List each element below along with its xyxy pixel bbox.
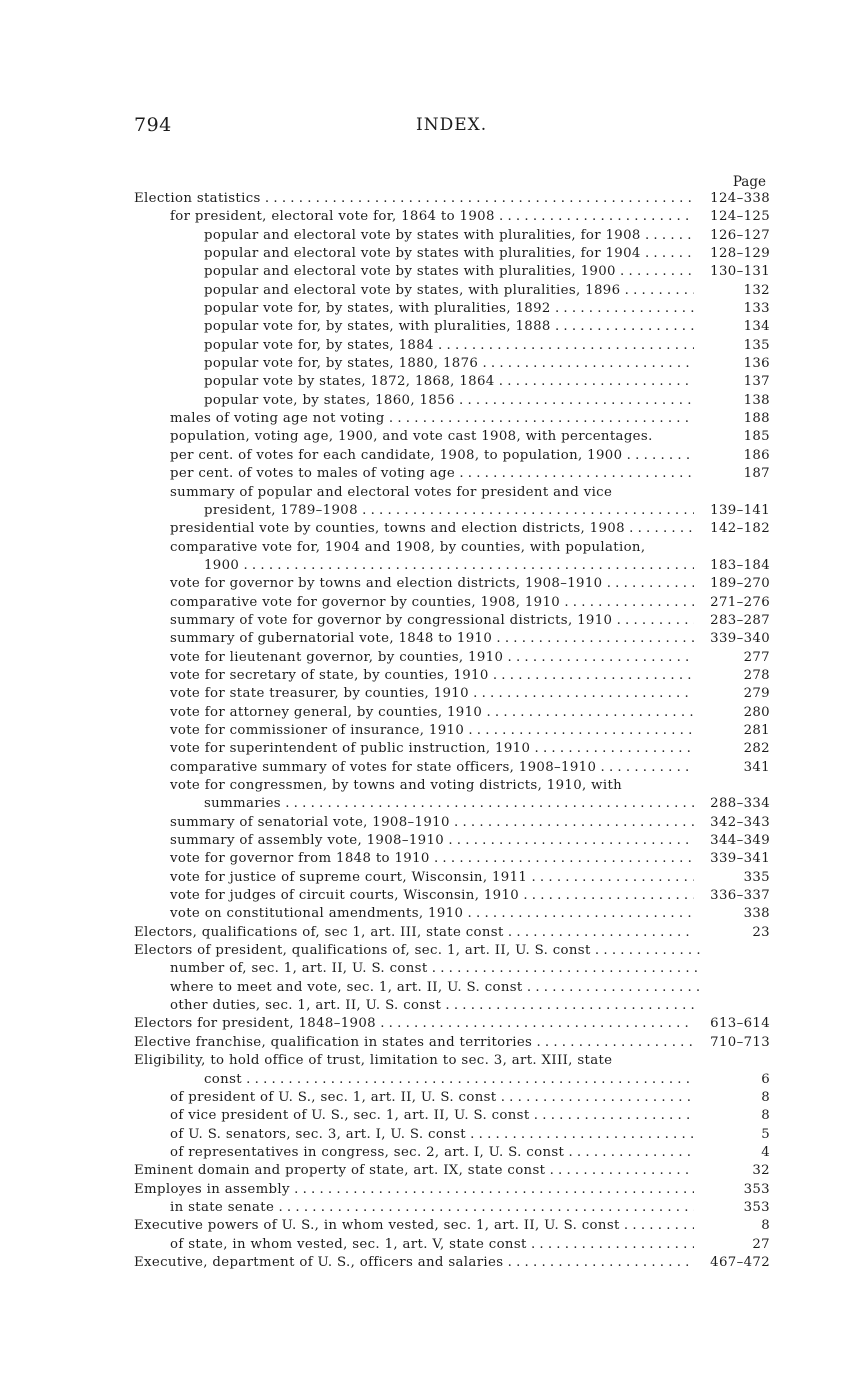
index-entry-text	[134, 997, 700, 1015]
dot-leader	[612, 613, 694, 628]
dot-leader	[385, 411, 694, 426]
entry-page-reference: 186	[743, 447, 770, 463]
entry-label: Electors of president, qualifications of, sec. 1, art. II, U. S. const	[134, 943, 591, 959]
index-entry-text	[134, 850, 694, 868]
entry-page-reference: 128–129	[710, 246, 770, 262]
dot-leader	[616, 264, 694, 279]
entry-label: of U. S. senators, sec. 3, art. I, U. S. const	[170, 1126, 466, 1142]
entry-page-reference: 341	[743, 759, 770, 775]
index-entry	[134, 979, 770, 997]
entry-label: popular vote for, by states, 1880, 1876	[204, 356, 479, 372]
entry-label: vote for attorney general, by counties, 1910	[170, 704, 483, 720]
index-entry-text	[134, 245, 694, 263]
index-entry	[134, 1034, 770, 1052]
index-entry-text	[134, 942, 700, 960]
entry-page-reference: 27	[752, 1236, 770, 1252]
entry-label: popular and electoral vote by states, with pluralities, 1896	[204, 282, 621, 298]
index-entry-text	[134, 520, 694, 538]
entry-page-reference: 187	[743, 466, 770, 482]
index-entry-text	[134, 704, 694, 722]
index-entry-text	[134, 979, 700, 997]
entry-page-reference: 136	[743, 356, 770, 372]
index-entry	[134, 612, 770, 630]
dot-leader	[274, 1200, 694, 1215]
entry-page-reference: 6	[761, 1071, 770, 1087]
dot-leader	[560, 595, 694, 610]
dot-leader	[625, 521, 694, 536]
dot-leader	[463, 906, 694, 921]
entry-page-reference: 189–270	[710, 576, 770, 592]
index-entry	[134, 428, 770, 446]
dot-leader	[358, 503, 694, 518]
dot-leader	[444, 833, 694, 848]
entry-page-reference: 342–343	[710, 814, 770, 830]
entry-label: vote for secretary of state, by counties, 1910	[170, 667, 489, 683]
index-entry-text	[134, 318, 694, 336]
index-entry-text	[134, 300, 694, 318]
dot-leader	[441, 998, 700, 1013]
dot-leader	[489, 668, 694, 683]
entry-label: vote for justice of supreme court, Wisconsin, 1911	[170, 869, 528, 885]
index-entry-list	[134, 190, 770, 1272]
entry-page-reference: 335	[743, 869, 770, 885]
entry-page-reference: 130–131	[710, 264, 770, 280]
dot-leader	[622, 448, 694, 463]
entry-label: popular and electoral vote by states with pluralities, for 1908	[204, 227, 641, 243]
dot-leader	[464, 723, 694, 738]
entry-label: Electors for president, 1848–1908	[134, 1016, 376, 1032]
dot-leader	[602, 576, 694, 591]
index-entry	[134, 300, 770, 318]
index-entry	[134, 869, 770, 887]
index-entry-text	[134, 227, 694, 245]
entry-page-reference: 137	[743, 374, 770, 390]
entry-label: popular vote, by states, 1860, 1856	[204, 392, 455, 408]
page-header	[134, 114, 770, 144]
index-entry	[134, 373, 770, 391]
index-entry-text	[134, 1162, 694, 1180]
index-entry-text	[134, 539, 700, 557]
entry-label: popular vote for, by states, 1884	[204, 337, 434, 353]
index-entry	[134, 245, 770, 263]
entry-page-reference: 8	[761, 1108, 770, 1124]
entry-label: where to meet and vote, sec. 1, art. II, U. S. const	[170, 979, 523, 995]
dot-leader	[504, 925, 694, 940]
entry-page-reference: 4	[761, 1144, 770, 1160]
index-entry	[134, 1052, 770, 1070]
index-entry-text	[134, 759, 694, 777]
entry-label: Elective franchise, qualification in states and territories	[134, 1034, 533, 1050]
index-entry	[134, 1162, 770, 1180]
index-entry	[134, 227, 770, 245]
index-entry	[134, 960, 770, 978]
index-entry	[134, 502, 770, 520]
dot-leader	[428, 961, 700, 976]
entry-label: vote for governor from 1848 to 1910	[170, 851, 430, 867]
entry-page-reference: 183–184	[710, 557, 770, 573]
index-entry-text	[134, 722, 694, 740]
running-title: INDEX.	[416, 115, 488, 135]
index-entry-text	[134, 428, 700, 446]
entry-page-reference: 353	[743, 1199, 770, 1215]
index-entry	[134, 1181, 770, 1199]
entry-label: popular vote by states, 1872, 1868, 1864	[204, 374, 495, 390]
index-entry	[134, 1015, 770, 1033]
index-entry	[134, 282, 770, 300]
entry-label: of state, in whom vested, sec. 1, art. V, state const	[170, 1236, 527, 1252]
entry-label: Executive powers of U. S., in whom vested, sec. 1, art. II, U. S. const	[134, 1218, 620, 1234]
entry-label: Employes in assembly	[134, 1181, 290, 1197]
dot-leader	[430, 851, 694, 866]
entry-label: Election statistics	[134, 191, 261, 206]
entry-page-reference: 142–182	[710, 521, 770, 537]
entry-page-reference: 282	[743, 741, 770, 757]
entry-label: vote on constitutional amendments, 1910	[170, 906, 464, 922]
dot-leader	[551, 301, 694, 316]
dot-leader	[591, 943, 700, 958]
index-entry-text	[134, 282, 694, 300]
dot-leader	[482, 705, 694, 720]
index-entry-text	[134, 869, 694, 887]
entry-label: summary of senatorial vote, 1908–1910	[170, 814, 450, 830]
index-entry	[134, 263, 770, 281]
entry-page-reference: 188	[743, 411, 770, 427]
index-entry-text	[134, 1144, 694, 1162]
index-entry-text	[134, 649, 694, 667]
index-entry-text	[134, 575, 694, 593]
entry-label: Eminent domain and property of state, art. IX, state const	[134, 1163, 546, 1179]
index-entry	[134, 1126, 770, 1144]
entry-page-reference: 8	[761, 1089, 770, 1105]
entry-label: comparative summary of votes for state officers, 1908–1910	[170, 759, 597, 775]
entry-label: summary of assembly vote, 1908–1910	[170, 833, 445, 849]
dot-leader	[455, 393, 694, 408]
entry-label: const	[204, 1071, 242, 1087]
dot-leader	[495, 209, 694, 224]
index-entry	[134, 575, 770, 593]
dot-leader	[281, 796, 694, 811]
entry-label: comparative vote for governor by counties, 1908, 1910	[170, 594, 561, 610]
index-entry	[134, 208, 770, 226]
page-number: 794	[134, 114, 172, 136]
index-entry-text	[134, 208, 694, 226]
index-entry	[134, 832, 770, 850]
entry-page-reference: 283–287	[710, 612, 770, 628]
entry-page-reference: 281	[743, 722, 770, 738]
entry-label: summary of popular and electoral votes for president and vice	[170, 484, 613, 500]
index-entry-text	[134, 1199, 694, 1217]
dot-leader	[545, 1163, 694, 1178]
index-entry	[134, 355, 770, 373]
dot-leader	[503, 1255, 694, 1270]
entry-label: 1900	[204, 557, 240, 573]
index-entry	[134, 539, 770, 557]
index-entry-text	[134, 447, 694, 465]
index-entry-text	[134, 960, 700, 978]
index-entry-text	[134, 1126, 694, 1144]
index-entry-text	[134, 1052, 700, 1070]
index-entry	[134, 1107, 770, 1125]
entry-label: in state senate	[170, 1199, 275, 1215]
index-entry	[134, 447, 770, 465]
index-entry	[134, 1199, 770, 1217]
index-entry-text	[134, 1015, 694, 1033]
index-entry	[134, 649, 770, 667]
entry-page-reference: 280	[743, 704, 770, 720]
entry-page-reference: 271–276	[710, 594, 770, 610]
entry-label: popular and electoral vote by states with pluralities, 1900	[204, 264, 616, 280]
entry-page-reference: 344–349	[710, 833, 770, 849]
entry-page-reference: 8	[761, 1218, 770, 1234]
dot-leader	[620, 283, 694, 298]
entry-page-reference: 613–614	[710, 1016, 770, 1032]
index-entry-text	[134, 1071, 694, 1089]
dot-leader	[290, 1182, 694, 1197]
index-entry	[134, 1217, 770, 1235]
index-entry-text	[134, 740, 694, 758]
index-entry-text	[134, 667, 694, 685]
entry-label: for president, electoral vote for, 1864 to 1908	[170, 209, 495, 225]
dot-leader	[495, 374, 694, 389]
entry-label: vote for governor by towns and election districts, 1908–1910	[170, 576, 603, 592]
dot-leader	[527, 1237, 694, 1252]
index-entry	[134, 740, 770, 758]
index-entry-text	[134, 392, 694, 410]
index-entry-text	[134, 1181, 694, 1199]
index-entry-text	[134, 777, 700, 795]
index-entry-text	[134, 630, 694, 648]
index-entry	[134, 704, 770, 722]
entry-page-reference: 467–472	[710, 1254, 770, 1270]
index-entry-text	[134, 1217, 694, 1235]
index-entry-text	[134, 814, 694, 832]
dot-leader	[503, 650, 694, 665]
entry-page-reference: 23	[752, 924, 770, 940]
entry-label: popular vote for, by states, with pluralities, 1892	[204, 301, 551, 317]
index-entry-text	[134, 355, 694, 373]
index-entry	[134, 1089, 770, 1107]
dot-leader	[527, 870, 694, 885]
entry-label: popular vote for, by states, with pluralities, 1888	[204, 319, 551, 335]
entry-label: per cent. of votes for each candidate, 1908, to population, 1900	[170, 447, 623, 463]
index-entry-text	[134, 1034, 694, 1052]
entry-label: summary of gubernatorial vote, 1848 to 1910	[170, 631, 493, 647]
entry-page-reference: 353	[743, 1181, 770, 1197]
index-entry-text	[134, 685, 694, 703]
index-entry	[134, 924, 770, 942]
dot-leader	[455, 466, 694, 481]
index-entry	[134, 594, 770, 612]
dot-leader	[376, 1016, 694, 1031]
index-entry	[134, 1236, 770, 1254]
entry-page-reference: 185	[743, 429, 770, 445]
index-entry-text	[134, 190, 694, 208]
entry-label: of representatives in congress, sec. 2, art. I, U. S. const	[170, 1144, 565, 1160]
entry-label: vote for state treasurer, by counties, 1910	[170, 686, 469, 702]
index-entry-text	[134, 887, 694, 905]
index-entry	[134, 722, 770, 740]
entry-page-reference: 134	[743, 319, 770, 335]
entry-label: vote for commissioner of insurance, 1910	[170, 722, 465, 738]
entry-label: of president of U. S., sec. 1, art. II, U. S. const	[170, 1089, 497, 1105]
dot-leader	[434, 338, 694, 353]
index-entry	[134, 795, 770, 813]
index-entry	[134, 337, 770, 355]
dot-leader	[641, 246, 694, 261]
entry-page-reference: 126–127	[710, 227, 770, 243]
dot-leader	[641, 228, 694, 243]
dot-leader	[532, 1035, 694, 1050]
index-entry-text	[134, 337, 694, 355]
dot-leader	[523, 980, 700, 995]
dot-leader	[469, 686, 694, 701]
entry-page-reference: 124–338	[710, 191, 770, 206]
index-entry-text	[134, 832, 694, 850]
dot-leader	[239, 558, 694, 573]
index-entry-text	[134, 594, 694, 612]
dot-leader	[530, 1108, 694, 1123]
index-entry-text	[134, 924, 694, 942]
dot-leader	[450, 815, 694, 830]
index-entry	[134, 1254, 770, 1272]
entry-page-reference: 339–340	[710, 631, 770, 647]
index-entry	[134, 997, 770, 1015]
index-entry	[134, 685, 770, 703]
index-entry	[134, 814, 770, 832]
entry-label: number of, sec. 1, art. II, U. S. const	[170, 961, 428, 977]
index-entry	[134, 392, 770, 410]
index-entry-text	[134, 1089, 694, 1107]
entry-page-reference: 710–713	[710, 1034, 770, 1050]
entry-label: per cent. of votes to males of voting age	[170, 466, 456, 482]
dot-leader	[620, 1218, 694, 1233]
index-entry	[134, 667, 770, 685]
entry-label: popular and electoral vote by states with pluralities, for 1904	[204, 246, 641, 262]
index-entry-text	[134, 1236, 694, 1254]
index-entry	[134, 465, 770, 483]
entry-page-reference: 277	[743, 649, 770, 665]
entry-label: presidential vote by counties, towns and election districts, 1908	[170, 521, 625, 537]
entry-label: males of voting age not voting	[170, 411, 385, 427]
dot-leader	[242, 1072, 694, 1087]
index-entry-text	[134, 612, 694, 630]
index-entry-text	[134, 373, 694, 391]
index-entry	[134, 850, 770, 868]
index-entry	[134, 1071, 770, 1089]
entry-label: Eligibility, to hold office of trust, limitation to sec. 3, art. XIII, state	[134, 1053, 613, 1069]
index-entry	[134, 1144, 770, 1162]
index-entry-text	[134, 410, 694, 428]
index-entry	[134, 630, 770, 648]
index-entry	[134, 410, 770, 428]
entry-page-reference: 336–337	[710, 888, 770, 904]
entry-label: comparative vote for, 1904 and 1908, by counties, with population,	[170, 539, 646, 555]
index-entry-text	[134, 484, 700, 502]
entry-page-reference: 32	[752, 1163, 770, 1179]
dot-leader	[551, 319, 694, 334]
entry-label: summaries	[204, 796, 281, 812]
entry-label: vote for lieutenant governor, by counties, 1910	[170, 649, 504, 665]
entry-label: other duties, sec. 1, art. II, U. S. const	[170, 998, 442, 1014]
entry-label: vote for superintendent of public instruction, 1910	[170, 741, 531, 757]
entry-page-reference: 279	[743, 686, 770, 702]
dot-leader	[519, 888, 694, 903]
entry-label: Executive, department of U. S., officers and salaries	[134, 1254, 504, 1270]
entry-label: population, voting age, 1900, and vote cast 1908, with percentages.	[170, 429, 653, 445]
index-entry	[134, 759, 770, 777]
dot-leader	[564, 1145, 694, 1160]
entry-label: vote for judges of circuit courts, Wisconsin, 1910	[170, 888, 520, 904]
index-entry-text	[134, 263, 694, 281]
entry-page-reference: 135	[743, 337, 770, 353]
entry-label: vote for congressmen, by towns and voting districts, 1910, with	[170, 778, 623, 793]
entry-page-reference: 338	[743, 906, 770, 922]
index-entry	[134, 905, 770, 923]
dot-leader	[530, 741, 694, 756]
entry-page-reference: 138	[743, 392, 770, 408]
entry-page-reference: 139–141	[710, 502, 770, 518]
index-entry	[134, 318, 770, 336]
index-entry-text	[134, 465, 694, 483]
entry-page-reference: 124–125	[710, 209, 770, 225]
index-entry	[134, 484, 770, 502]
dot-leader	[492, 631, 694, 646]
entry-page-reference: 288–334	[710, 796, 770, 812]
index-entry-text	[134, 795, 694, 813]
index-entry	[134, 777, 770, 795]
page-column-heading: Page	[732, 174, 766, 190]
entry-page-reference: 132	[743, 282, 770, 298]
dot-leader	[261, 191, 694, 206]
index-entry-text	[134, 1254, 694, 1272]
entry-page-reference: 278	[743, 667, 770, 683]
entry-page-reference: 133	[743, 301, 770, 317]
index-entry-text	[134, 557, 694, 575]
index-entry	[134, 520, 770, 538]
index-entry-text	[134, 905, 694, 923]
index-entry	[134, 942, 770, 960]
index-entry-text	[134, 1107, 694, 1125]
entry-page-reference: 339–341	[710, 851, 770, 867]
entry-label: of vice president of U. S., sec. 1, art. II, U. S. const	[170, 1108, 530, 1124]
dot-leader	[478, 356, 694, 371]
entry-page-reference: 5	[761, 1126, 770, 1142]
index-entry	[134, 557, 770, 575]
dot-leader	[497, 1090, 695, 1105]
index-entry-text	[134, 502, 694, 520]
dot-leader	[596, 760, 694, 775]
entry-label: Electors, qualifications of, sec 1, art. III, state const	[134, 924, 504, 940]
entry-label: summary of vote for governor by congressional districts, 1910	[170, 612, 613, 628]
entry-label: president, 1789–1908	[204, 502, 358, 518]
index-entry	[134, 887, 770, 905]
dot-leader	[466, 1127, 694, 1142]
index-entry	[134, 190, 770, 208]
